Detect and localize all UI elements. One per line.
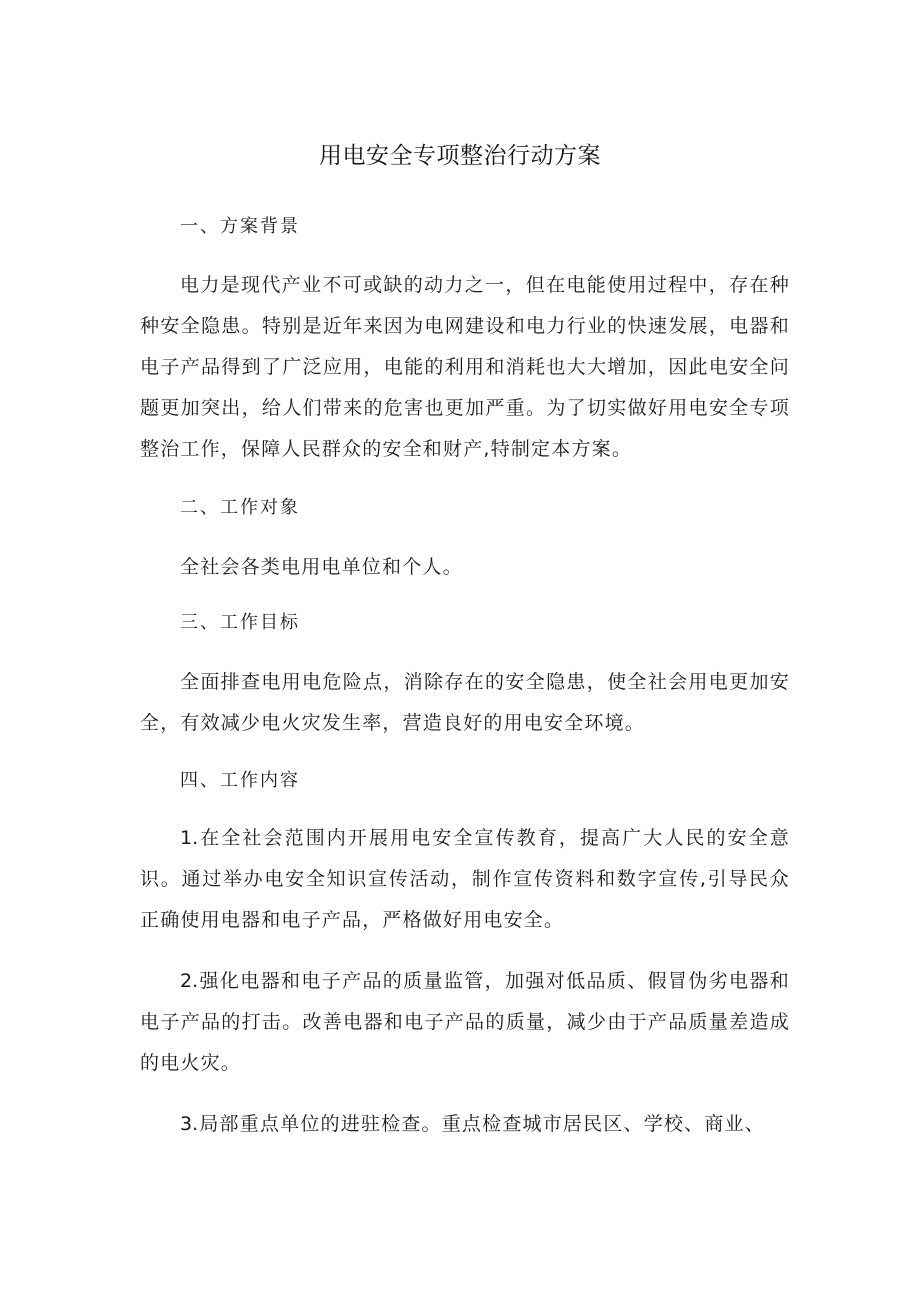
list-item-number: 3 xyxy=(180,1113,193,1135)
list-item-1 xyxy=(140,818,790,941)
paragraph-work-goal: 全面排查电用电危险点，消除存在的安全隐患，使全社会用电更加安全，有效减少电火灾发生率，营造良好的用电安全环境。 xyxy=(140,671,790,734)
section-heading-work-target: 二、工作对象 xyxy=(180,497,300,518)
list-item-number: 1 xyxy=(180,827,193,849)
list-item-text: .强化电器和电子产品的质量监管，加强对低品质、假冒伪劣电器和电子产品的打击。改善电器和电子产品的质量，减少由于产品质量差造成的电火灾。 xyxy=(140,970,790,1074)
list-item-text: .局部重点单位的进驻检查。重点检查城市居民区、学校、商业、 xyxy=(192,1113,765,1135)
paragraph-work-target: 全社会各类电用电单位和个人。 xyxy=(180,556,463,578)
section-heading-work-content: 四、工作内容 xyxy=(180,770,300,791)
list-item-3 xyxy=(140,1104,790,1145)
section-heading-work-goal: 三、工作目标 xyxy=(180,612,300,633)
list-item-text: .在全社会范围内开展用电安全宣传教育，提高广大人民的安全意识。通过举办电安全知识宣传活动，制作宣传资料和数字宣传,引导民众正确使用电器和电子产品，严格做好用电安全。 xyxy=(140,827,790,931)
section-heading-background: 一、方案背景 xyxy=(180,216,300,237)
list-item-2 xyxy=(140,961,790,1084)
document-title: 用电安全专项整治行动方案 xyxy=(319,143,601,169)
paragraph-background: 电力是现代产业不可或缺的动力之一，但在电能使用过程中，存在种种安全隐患。特别是近年来因为电网建设和电力行业的快速发展，电器和电子产品得到了广泛应用，电能的利用和消耗也大大增加，因此电安全问题更加突出，给人们带来的危害也更加严重。为了切实做好用电安全专项整治工作，保障人民群众的安全和财产,特制定本方案。 xyxy=(140,274,790,460)
list-item-number: 2 xyxy=(180,970,193,992)
